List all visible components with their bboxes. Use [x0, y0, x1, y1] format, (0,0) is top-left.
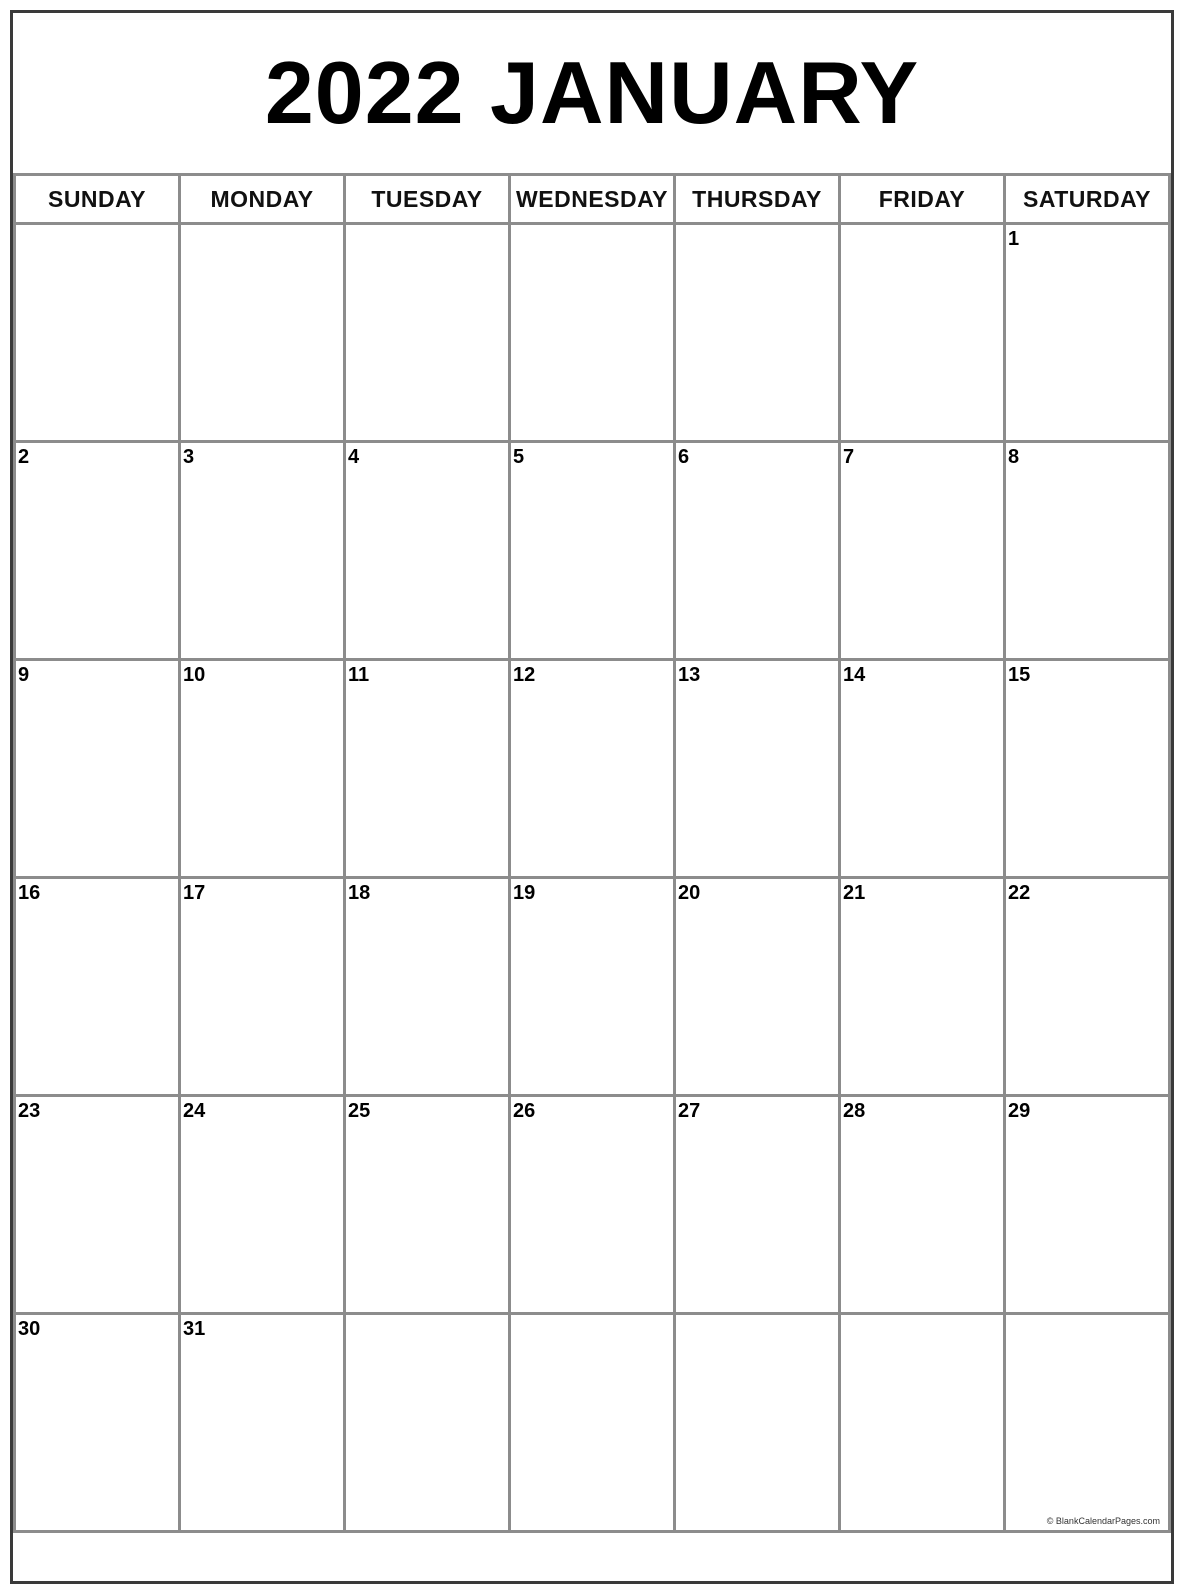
- day-number: 9: [18, 664, 30, 686]
- day-cell: [510, 660, 675, 878]
- day-number: [346, 225, 508, 229]
- weekday-monday: MONDAY: [180, 175, 345, 224]
- calendar-title: 2022 JANUARY: [264, 43, 920, 142]
- day-number: 20: [678, 882, 701, 904]
- day-number: 10: [183, 664, 206, 686]
- day-number: 26: [513, 1100, 536, 1122]
- day-cell: [345, 660, 510, 878]
- day-number: 16: [18, 882, 41, 904]
- day-cell: [345, 878, 510, 1096]
- day-cell: [180, 878, 345, 1096]
- day-cell: [675, 878, 840, 1096]
- day-number: [181, 225, 343, 229]
- day-cell: [1005, 224, 1170, 442]
- day-number: 23: [18, 1100, 41, 1122]
- day-number: [676, 225, 838, 229]
- day-cell: [180, 224, 345, 442]
- day-number: 4: [348, 446, 360, 468]
- day-number: 5: [513, 446, 525, 468]
- week-row-2: [15, 442, 1170, 660]
- day-number: 15: [1008, 664, 1031, 686]
- week-row-1: [15, 224, 1170, 442]
- day-number: 22: [1008, 882, 1031, 904]
- day-cell: [675, 1096, 840, 1314]
- day-number: 30: [18, 1318, 41, 1340]
- day-cell: [675, 224, 840, 442]
- day-number: [511, 1315, 673, 1319]
- day-cell: [180, 1314, 345, 1532]
- day-cell: [840, 442, 1005, 660]
- day-cell: [675, 1314, 840, 1532]
- day-cell: [510, 1314, 675, 1532]
- day-cell: [1005, 660, 1170, 878]
- weekday-wednesday: WEDNESDAY: [510, 175, 675, 224]
- weekday-tuesday: TUESDAY: [345, 175, 510, 224]
- day-number: 6: [678, 446, 690, 468]
- week-row-4: [15, 878, 1170, 1096]
- day-number: 19: [513, 882, 536, 904]
- title-bar: [13, 13, 1171, 173]
- weekday-header-row: [15, 175, 1170, 224]
- day-cell: [180, 660, 345, 878]
- day-cell: [675, 660, 840, 878]
- day-number: [1006, 1315, 1168, 1319]
- day-cell: [1005, 878, 1170, 1096]
- day-cell: [840, 660, 1005, 878]
- watermark-text: © BlankCalendarPages.com: [1046, 1516, 1160, 1526]
- day-cell: [180, 1096, 345, 1314]
- day-cell: [510, 224, 675, 442]
- day-number: 11: [348, 664, 370, 686]
- day-number: [511, 225, 673, 229]
- day-number: 28: [843, 1100, 866, 1122]
- day-cell: [345, 442, 510, 660]
- day-number: 25: [348, 1100, 371, 1122]
- day-number: 1: [1008, 228, 1020, 250]
- day-number: 29: [1008, 1100, 1031, 1122]
- week-row-5: [15, 1096, 1170, 1314]
- day-number: 27: [678, 1100, 701, 1122]
- day-number: [841, 1315, 1003, 1319]
- day-cell: [180, 442, 345, 660]
- day-number: 31: [183, 1318, 206, 1340]
- day-cell: [15, 660, 180, 878]
- weekday-sunday: SUNDAY: [15, 175, 180, 224]
- day-cell: [345, 1096, 510, 1314]
- day-number: 13: [678, 664, 701, 686]
- day-cell: [510, 442, 675, 660]
- day-number: 17: [183, 882, 206, 904]
- day-number: 24: [183, 1100, 206, 1122]
- day-number: [346, 1315, 508, 1319]
- weekday-friday: FRIDAY: [840, 175, 1005, 224]
- day-cell: [840, 1314, 1005, 1532]
- day-cell: [1005, 442, 1170, 660]
- day-cell: [345, 224, 510, 442]
- day-cell: [840, 1096, 1005, 1314]
- weekday-thursday: THURSDAY: [675, 175, 840, 224]
- day-cell: [1005, 1096, 1170, 1314]
- day-cell: [510, 1096, 675, 1314]
- day-cell: [1005, 1314, 1170, 1532]
- day-cell: [675, 442, 840, 660]
- day-number: 21: [843, 882, 866, 904]
- day-cell: [15, 442, 180, 660]
- calendar-grid: [13, 173, 1171, 1533]
- day-number: 3: [183, 446, 195, 468]
- calendar-page: [10, 10, 1174, 1584]
- day-number: [676, 1315, 838, 1319]
- day-cell: [510, 878, 675, 1096]
- day-number: [841, 225, 1003, 229]
- day-cell: [15, 1314, 180, 1532]
- day-number: 8: [1008, 446, 1020, 468]
- week-row-6: [15, 1314, 1170, 1532]
- day-cell: [345, 1314, 510, 1532]
- day-cell: [15, 224, 180, 442]
- day-cell: [15, 1096, 180, 1314]
- day-cell: [840, 224, 1005, 442]
- day-number: [16, 225, 178, 229]
- day-number: 18: [348, 882, 371, 904]
- day-number: 14: [843, 664, 866, 686]
- day-cell: [15, 878, 180, 1096]
- day-number: 7: [843, 446, 855, 468]
- weekday-saturday: SATURDAY: [1005, 175, 1170, 224]
- day-number: 12: [513, 664, 536, 686]
- week-row-3: [15, 660, 1170, 878]
- day-number: 2: [18, 446, 30, 468]
- day-cell: [840, 878, 1005, 1096]
